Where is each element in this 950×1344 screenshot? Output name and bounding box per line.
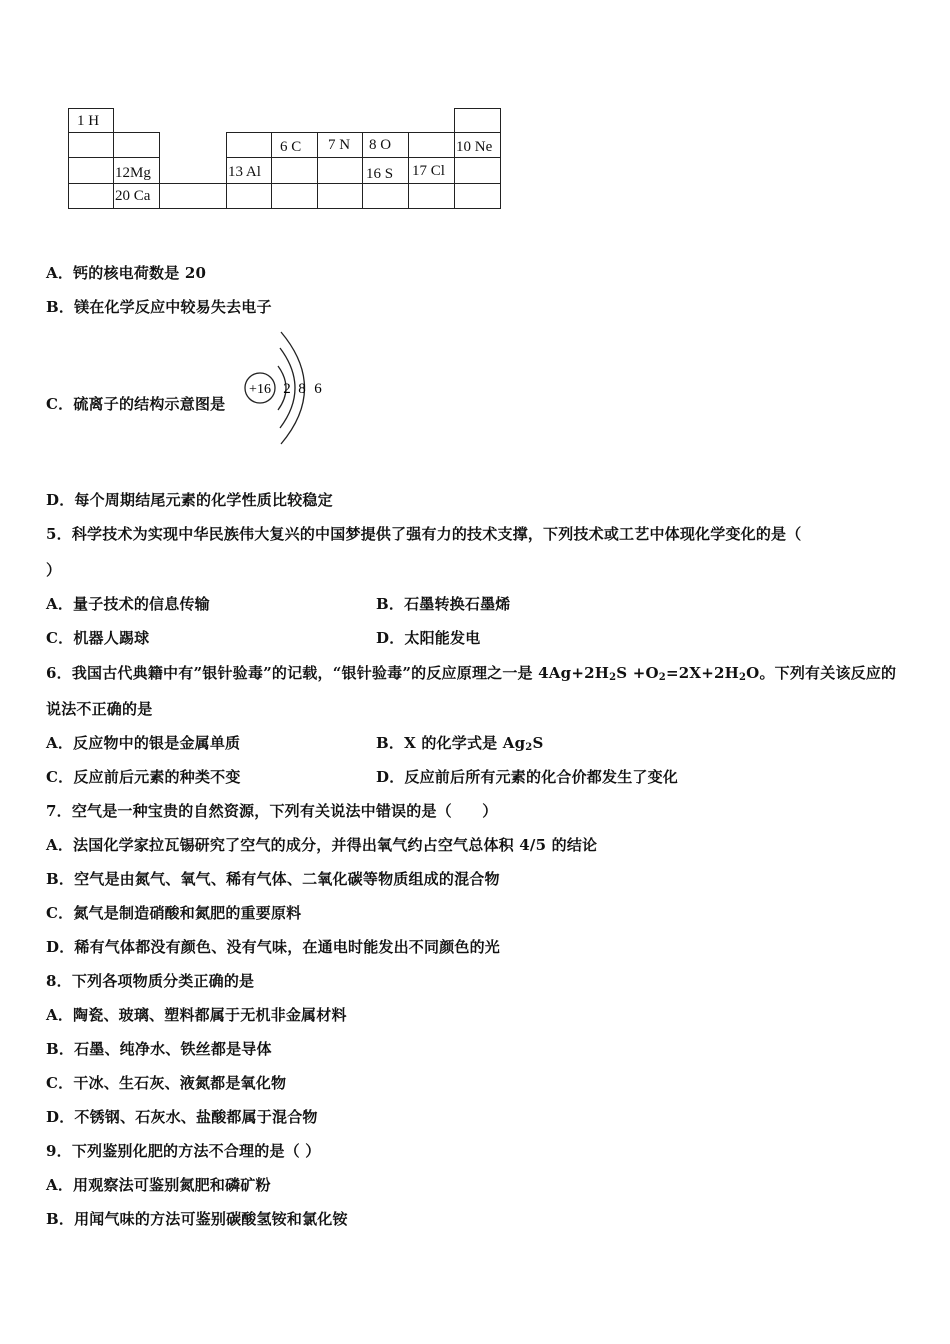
q8-option-c: C．干冰、生石灰、液氮都是氧化物 [46, 1074, 287, 1092]
shell-1-electrons: 2 [283, 381, 291, 397]
cell-r4-c4 [226, 183, 272, 209]
cell-r2-c2 [113, 132, 160, 158]
q6-subscript-1: 2 [609, 672, 617, 683]
q4-option-c: C．硫离子的结构示意图是 [46, 395, 226, 413]
cell-chlorine-label: 17 Cl [412, 163, 445, 179]
nucleus-charge: +16 [249, 382, 271, 397]
q6-option-c: C．反应前后元素的种类不变 [46, 768, 241, 786]
shell-2-electrons: 8 [298, 381, 306, 397]
q6-subscript-2: 2 [658, 672, 666, 683]
cell-r3-c6 [317, 157, 363, 184]
q7-option-a: A．法国化学家拉瓦锡研究了空气的成分，并得出氧气约占空气总体积 4/5 的结论 [46, 836, 598, 854]
cell-carbon [271, 132, 318, 158]
cell-aluminium-label: 13 Al [228, 164, 261, 180]
cell-r4-c1 [68, 183, 114, 209]
q6-option-b [376, 732, 544, 753]
cell-chlorine [408, 157, 455, 184]
q9-option-a: A．用观察法可鉴别氮肥和磷矿粉 [46, 1176, 271, 1194]
q8-option-a: A．陶瓷、玻璃、塑料都属于无机非金属材料 [46, 1006, 347, 1024]
cell-hydrogen [68, 108, 114, 133]
cell-neon-top [454, 108, 501, 133]
cell-aluminium [226, 157, 272, 184]
cell-carbon-label: 6 C [280, 139, 302, 155]
q6-stem-part-1: 6．我国古代典籍中有”银针验毒”的记载，“银针验毒”的反应原理之一是 4Ag+2H [46, 664, 610, 682]
q4-option-b: B．镁在化学反应中较易失去电子 [46, 298, 272, 316]
cell-r4-c9 [454, 183, 501, 209]
q7-option-b: B．空气是由氮气、氧气、稀有气体、二氧化碳等物质组成的混合物 [46, 870, 500, 888]
cell-nitrogen [317, 132, 363, 158]
cell-r3-c5 [271, 157, 318, 184]
sulfur-ion-structure-diagram [240, 326, 330, 450]
cell-oxygen-label: 8 O [369, 137, 392, 153]
q7-option-c: C．氮气是制造硝酸和氮肥的重要原料 [46, 904, 302, 922]
q5-stem: 5．科学技术为实现中华民族伟大复兴的中国梦提供了强有力的技术支撑，下列技术或工艺中体现化学变化的是（ [46, 525, 802, 543]
q6-stem-line-2: 说法不正确的是 [46, 700, 153, 718]
cell-oxygen [362, 132, 409, 158]
cell-calcium [113, 183, 160, 209]
q5-stem-end: ） [46, 561, 62, 579]
q6-stem-part-3: =2X+2H [665, 664, 739, 682]
q6-subscript-3: 2 [739, 672, 747, 683]
cell-magnesium-label: 12Mg [115, 165, 151, 181]
q6-stem [46, 662, 896, 683]
q6-option-b-part-2: S [532, 734, 544, 752]
cell-sulfur [362, 157, 409, 184]
cell-hydrogen-label: 1 H [77, 113, 100, 129]
cell-r2-c4 [226, 132, 272, 158]
q6-option-a: A．反应物中的银是金属单质 [46, 734, 241, 752]
q5-option-c: C．机器人踢球 [46, 629, 150, 647]
cell-magnesium [113, 157, 160, 184]
q9-stem: 9．下列鉴别化肥的方法不合理的是（ ） [46, 1142, 321, 1160]
cell-r2-c1 [68, 132, 114, 158]
q7-option-d: D．稀有气体都没有颜色、没有气味，在通电时能发出不同颜色的光 [46, 938, 501, 956]
cell-neon-label: 10 Ne [456, 139, 493, 155]
cell-sulfur-label: 16 S [366, 166, 394, 182]
cell-r4-c5 [271, 183, 318, 209]
q6-option-d: D．反应前后所有元素的化合价都发生了变化 [376, 768, 679, 786]
q9-option-b: B．用闻气味的方法可鉴别碳酸氢铵和氯化铵 [46, 1210, 348, 1228]
cell-r4-c7 [362, 183, 409, 209]
q6-stem-part-2: S +O [616, 664, 659, 682]
q6-option-b-subscript: 2 [525, 742, 533, 753]
cell-nitrogen-label: 7 N [328, 137, 351, 153]
q6-stem-part-4: O。下列有关该反应的 [746, 664, 897, 682]
q8-stem: 8．下列各项物质分类正确的是 [46, 972, 255, 990]
q5-option-d: D．太阳能发电 [376, 629, 481, 647]
q5-option-b: B．石墨转换石墨烯 [376, 595, 511, 613]
q6-option-b-part-1: B．X 的化学式是 Ag [376, 734, 526, 752]
cell-calcium-label: 20 Ca [115, 188, 151, 204]
shell-3-electrons: 6 [314, 381, 322, 397]
q4-option-d: D．每个周期结尾元素的化学性质比较稳定 [46, 491, 333, 509]
cell-neon [454, 132, 501, 158]
q7-stem: 7．空气是一种宝贵的自然资源，下列有关说法中错误的是（ ） [46, 802, 498, 820]
cell-r3-c9 [454, 157, 501, 184]
cell-r4-c6 [317, 183, 363, 209]
cell-r3-c1 [68, 157, 114, 184]
q4-option-a: A．钙的核电荷数是 20 [46, 264, 207, 282]
cell-r2-c8 [408, 132, 455, 158]
cell-r4-c8 [408, 183, 455, 209]
q5-option-a: A．量子技术的信息传输 [46, 595, 210, 613]
q8-option-b: B．石墨、纯净水、铁丝都是导体 [46, 1040, 272, 1058]
q8-option-d: D．不锈钢、石灰水、盐酸都属于混合物 [46, 1108, 318, 1126]
cell-r4-c3 [159, 183, 227, 209]
